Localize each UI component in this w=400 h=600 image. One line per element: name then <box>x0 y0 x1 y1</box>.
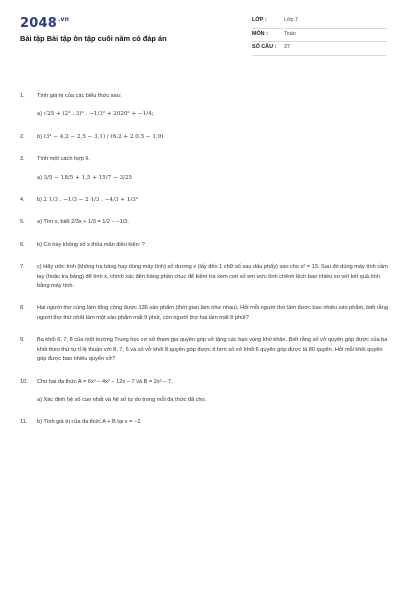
question-4 <box>20 196 388 205</box>
question-number: 2. <box>20 133 25 140</box>
document-title: Bài tập Bài tập ôn tập cuối năm có đáp án <box>20 34 167 43</box>
meta-key: SỐ CÂU : <box>252 44 277 50</box>
part-label: a) <box>37 174 42 181</box>
question-1 <box>20 92 388 101</box>
question-number: 5. <box>20 219 25 226</box>
meta-value: 37 <box>284 44 290 50</box>
question-text: Cho hai đa thức A = 6x³ − 4x² − 12x − 7 và B = 2x² − 7. <box>37 378 173 385</box>
site-logo[interactable] <box>20 16 69 31</box>
page-header <box>0 0 400 60</box>
question-9 <box>20 336 388 364</box>
meta-row-class <box>252 15 387 29</box>
meta-row-count <box>252 42 387 56</box>
meta-table <box>252 15 387 56</box>
question-list <box>20 92 388 428</box>
part-label: b) <box>37 133 42 140</box>
question-10 <box>20 378 388 387</box>
meta-value: Toán <box>284 30 296 37</box>
part-label: b) <box>37 197 42 204</box>
question-expression <box>37 110 388 119</box>
logo-text: 2048 <box>20 16 57 31</box>
meta-row-subject <box>252 29 387 43</box>
question-5 <box>20 218 388 227</box>
question-text: Ba khối 6, 7, 8 của một trường Trung học cơ sở tham gia quyên góp vở tặng các bạn vùng khó khăn. Biết rằng số vở quyên góp được của ba khối theo thứ tự tỉ lệ thuận với 8, 7, 6 và số vở khối 8 quyên góp được ít hơn số vở khối 6 quyên góp được là 80 quyển. Hỏi mỗi khối quyên góp được bao nhiêu quyển vở? <box>37 337 388 363</box>
question-text: c) Hãy ước tính (không tra bảng hay dùng máy tính) số dương x (lấy đến 1 chữ số sau dấu phẩy) sao cho x² = 13. Sau đó dùng máy tính cầm tay (hoặc tra bảng) để tính x, chính xác đến hàng phần chục để kiểm tra xem con số em ước tính chênh lệch bao nhiêu so với kết quả tính bằng máy tính. <box>37 264 388 290</box>
math-expression: (3⁴ − 4,2 − 2,5 − 3,1) / (6,2 + 2.0,5 − 1,9) <box>43 133 164 140</box>
question-number: 7. <box>20 264 25 271</box>
question-number: 4. <box>20 197 25 204</box>
question-number: 9. <box>20 337 25 344</box>
question-expression <box>37 196 388 205</box>
question-number: 3. <box>20 156 25 163</box>
question-3a <box>20 174 388 183</box>
meta-key: LỚP : <box>252 17 267 23</box>
question-text: b) Có hay không số x thỏa mãn điều kiện: ? <box>37 241 145 248</box>
question-text: b) Tính giá trị của đa thức A + B tại x = −2. <box>37 419 142 426</box>
question-text: Tính giá trị của các biểu thức sau: <box>37 93 122 99</box>
question-10a <box>20 396 388 405</box>
question-number: 6. <box>20 241 25 248</box>
meta-key: MÔN : <box>252 30 268 37</box>
question-8 <box>20 304 388 323</box>
question-7 <box>20 263 388 291</box>
question-3 <box>20 155 388 164</box>
question-6 <box>20 241 388 250</box>
question-text: Tính một cách hợp lí. <box>37 156 90 163</box>
question-expression <box>37 174 388 183</box>
question-2 <box>20 133 388 142</box>
question-text: Hai người thợ cùng làm tổng cộng được 136 sản phẩm (thời gian làm như nhau). Hỏi mỗi người thợ làm được bao nhiêu sản phẩm, biết rằng người thợ thứ nhất làm một sản phẩm mất 9 phút, còn người thợ hai làm mất 8 phút? <box>37 305 388 321</box>
math-expression: 3/5 − 18/5 + 1,5 + 15/7 − 3/25 <box>43 174 133 181</box>
question-number: 8. <box>20 305 25 312</box>
question-text: a) Tìm x, biết 2/3x + 1/3 = 1/2 − −1/3. <box>37 219 129 226</box>
question-expression <box>37 133 388 142</box>
part-label: a) <box>37 111 42 118</box>
meta-value: Lớp 7 <box>284 17 299 23</box>
question-number: 10. <box>20 378 28 385</box>
logo-suffix: .vn <box>57 16 70 23</box>
question-number: 1. <box>20 93 25 99</box>
math-expression: 2 1/3 . −1/3 − 2 1/3 . −4/3 + 1/3² <box>43 197 139 204</box>
question-text: a) Xác định hệ số cao nhất và hệ số tự do trong mỗi đa thức đã cho. <box>37 396 207 403</box>
question-1a <box>20 110 388 119</box>
math-expression: √25 + (2² . 3)² . −1/3² + 2020⁰ + −1/4; <box>43 111 154 118</box>
question-11 <box>20 418 388 427</box>
question-number: 11. <box>20 419 28 426</box>
